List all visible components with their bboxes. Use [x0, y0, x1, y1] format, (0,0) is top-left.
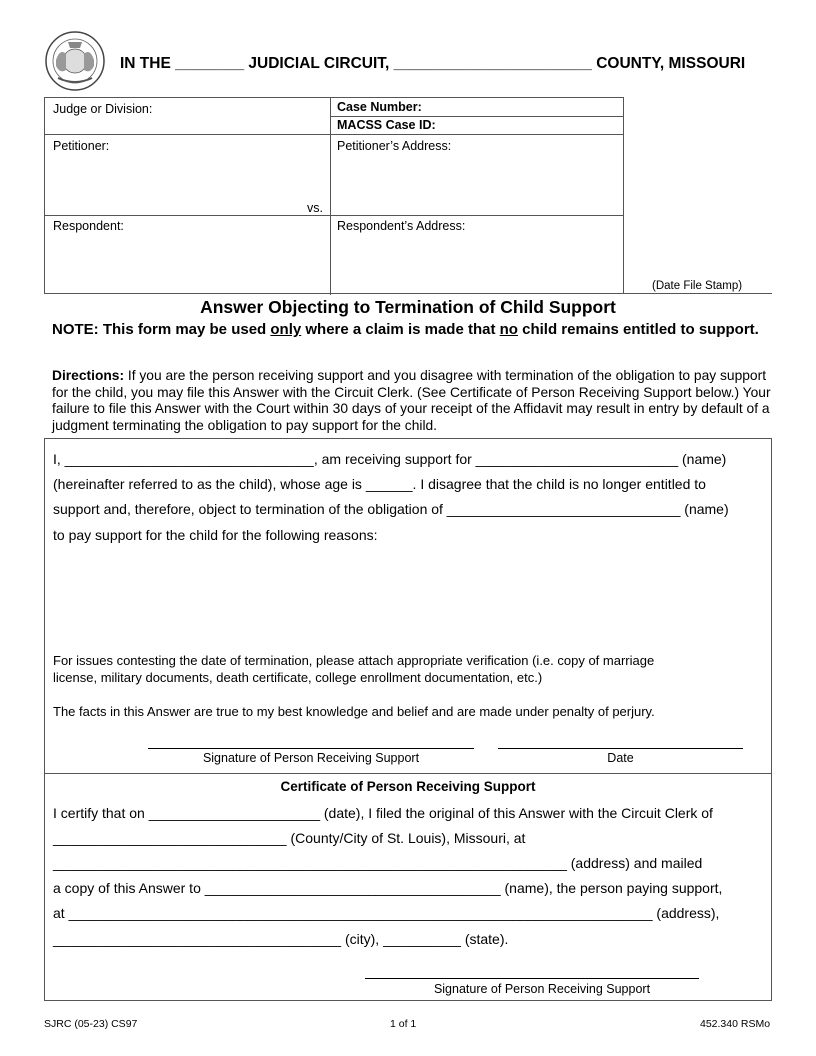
answer-line-3: support and, therefore, object to termination of the obligation of ______________________________ (name): [53, 501, 729, 517]
certificate-line-2: ______________________________ (County/City of St. Louis), Missouri, at: [53, 830, 526, 846]
answer-box: [44, 438, 772, 774]
case-info-table: [44, 97, 624, 294]
page-number: 1 of 1: [390, 1018, 417, 1030]
verification-line-1: For issues contesting the date of termination, please attach appropriate verification (i.e. copy of marriage: [53, 653, 655, 668]
judge-label: Judge or Division:: [53, 102, 153, 116]
form-directions: Directions: If you are the person receiving support and you disagree with termination of the obligation to pay support for the child, you may file this Answer with the Circuit Clerk. (See Certificate of Person Receiving Support below.) Your failure to file this Answer with the Court within 30 days of your receipt of the Affidavit may result in entry by default of a judgment terminating the obligation to pay support for the child.: [52, 368, 771, 433]
certificate-title: Certificate of Person Receiving Support: [280, 779, 536, 794]
file-stamp-divider: [624, 293, 772, 294]
form-title: Answer Objecting to Termination of Child Support: [200, 297, 616, 317]
answer-line-4: to pay support for the child for the following reasons:: [53, 527, 378, 543]
court-header: IN THE ________ JUDICIAL CIRCUIT, _______________________ COUNTY, MISSOURI: [120, 55, 746, 72]
certificate-line-1: I certify that on ______________________ (date), I filed the original of this Answer with the Circuit Clerk of: [53, 805, 713, 821]
date-line[interactable]: [498, 748, 743, 749]
vs-label: vs.: [307, 201, 323, 215]
form-note: NOTE: This form may be used only where a claim is made that no child remains entitled to support.: [52, 321, 759, 338]
signature-line[interactable]: [148, 748, 474, 749]
certificate-signature-label: Signature of Person Receiving Support: [433, 982, 651, 996]
macss-label: MACSS Case ID:: [337, 118, 436, 132]
certificate-line-3: __________________________________________________________________ (address) and mailed: [53, 855, 703, 871]
date-file-stamp-label: (Date File Stamp): [652, 280, 743, 292]
certificate-signature-line[interactable]: [365, 978, 699, 979]
case-number-label: Case Number:: [337, 100, 422, 114]
form-id: SJRC (05-23) CS97: [44, 1018, 138, 1030]
answer-line-1: I, ________________________________, am receiving support for __________________________ (name): [53, 451, 727, 467]
statute-reference: 452.340 RSMo: [700, 1018, 771, 1030]
certificate-line-6: _____________________________________ (city), __________ (state).: [53, 931, 509, 947]
facts-statement: The facts in this Answer are true to my best knowledge and belief and are made under penalty of perjury.: [53, 704, 655, 719]
certificate-line-5: at ___________________________________________________________________________ (address),: [53, 905, 720, 921]
petitioner-address-label: Petitioner’s Address:: [337, 139, 452, 153]
respondent-label: Respondent:: [53, 219, 124, 233]
signature-label: Signature of Person Receiving Support: [202, 751, 420, 765]
missouri-seal-icon: [44, 30, 106, 92]
certificate-box: [44, 773, 772, 1001]
date-label: Date: [607, 751, 634, 765]
respondent-address-label: Respondent’s Address:: [337, 219, 466, 233]
petitioner-label: Petitioner:: [53, 139, 110, 153]
answer-line-2: (hereinafter referred to as the child), whose age is ______. I disagree that the child is no longer entitled to: [53, 476, 706, 492]
certificate-line-4: a copy of this Answer to ______________________________________ (name), the person paying support,: [53, 880, 723, 896]
verification-line-2: license, military documents, death certificate, college enrollment documentation, etc.): [53, 670, 543, 685]
